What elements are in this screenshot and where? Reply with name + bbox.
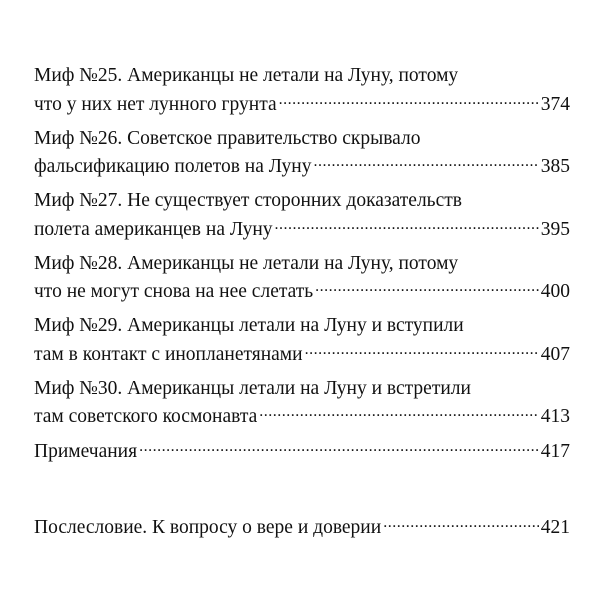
toc-entry-myth-26[interactable] bbox=[34, 125, 570, 182]
toc-entry-afterword[interactable] bbox=[34, 514, 570, 543]
dot-leader bbox=[259, 403, 538, 423]
dot-leader bbox=[315, 278, 539, 298]
toc-entry-myth-30[interactable] bbox=[34, 375, 570, 432]
toc-entry-title-line: Миф №28. Американцы не летали на Луну, потому bbox=[34, 252, 459, 274]
toc-page-number: 374 bbox=[540, 93, 570, 115]
toc-entry-title-line: там в контакт с инопланетянами bbox=[34, 343, 303, 365]
toc-entry-notes[interactable] bbox=[34, 437, 570, 466]
toc-entry-myth-25[interactable] bbox=[34, 62, 570, 119]
toc-page-number: 400 bbox=[540, 281, 570, 302]
toc-page-number: 413 bbox=[540, 406, 570, 427]
section-gap bbox=[34, 472, 570, 514]
toc-entry-title-line: что не могут снова на нее слетать bbox=[34, 281, 314, 302]
toc-entry-title-line: Миф №26. Советское правительство скрывало bbox=[34, 127, 421, 149]
toc-entry-title-line: Миф №30. Американцы летали на Луну и встретили bbox=[34, 377, 471, 399]
toc-entry-myth-27[interactable] bbox=[34, 187, 570, 244]
toc-entry-title-line: Примечания bbox=[34, 440, 138, 462]
dot-leader bbox=[313, 153, 538, 173]
toc-page-number: 417 bbox=[540, 440, 570, 462]
toc-entry-myth-29[interactable] bbox=[34, 312, 570, 369]
dot-leader bbox=[305, 340, 539, 360]
toc-entry-myth-28[interactable] bbox=[34, 250, 570, 307]
toc-entry-title-line: что у них нет лунного грунта bbox=[34, 93, 277, 115]
dot-leader bbox=[139, 437, 539, 457]
toc-entry-title-line: полета американцев на Луну bbox=[34, 218, 273, 240]
toc-page-number: 385 bbox=[540, 156, 570, 177]
toc-entry-title-line: Миф №29. Американцы летали на Луну и вступили bbox=[34, 315, 464, 336]
toc-page-number: 407 bbox=[540, 343, 570, 365]
dot-leader bbox=[279, 90, 539, 110]
toc-entry-title-line: там советского космонавта bbox=[34, 406, 258, 427]
table-of-contents bbox=[34, 62, 570, 548]
toc-entry-title-line: Послесловие. К вопросу о вере и доверии bbox=[34, 517, 382, 538]
toc-entry-title-line: Миф №27. Не существует сторонних доказательств bbox=[34, 190, 462, 211]
toc-entry-title-line: Миф №25. Американцы не летали на Луну, потому bbox=[34, 65, 459, 86]
toc-entry-title-line: фальсификацию полетов на Луну bbox=[34, 156, 312, 177]
toc-page-number: 421 bbox=[540, 517, 570, 538]
toc-page-number: 395 bbox=[540, 218, 570, 240]
dot-leader bbox=[383, 514, 539, 534]
dot-leader bbox=[275, 215, 539, 235]
